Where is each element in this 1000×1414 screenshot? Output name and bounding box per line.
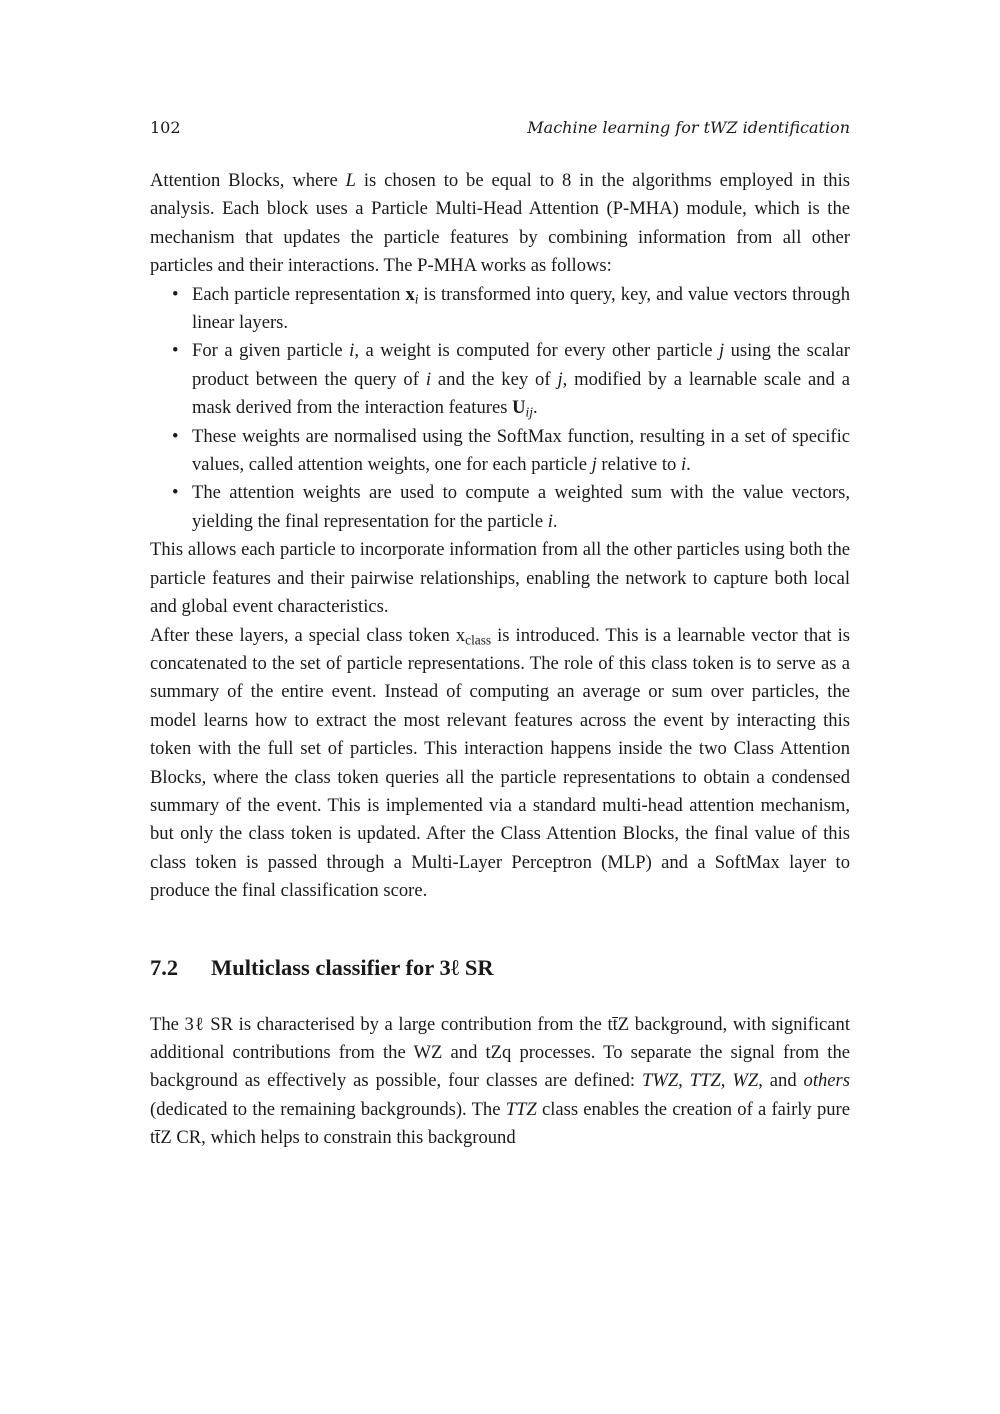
text: , modified by a learnable scale and a mask derived from the interaction features <box>192 368 850 419</box>
math-j: j <box>557 368 563 390</box>
math-j: j <box>591 454 597 476</box>
math-i: i <box>547 510 553 532</box>
text: , and <box>758 1070 804 1092</box>
class-name: others <box>803 1070 851 1092</box>
math-i: i <box>425 368 431 390</box>
math-U: U <box>512 397 526 419</box>
page-header <box>150 118 850 140</box>
text: Each particle representation <box>192 283 406 305</box>
text: using the scalar product between the query of <box>192 340 850 390</box>
math-j: j <box>718 340 725 362</box>
math-sub-i: i <box>414 290 419 306</box>
list-item <box>150 423 850 480</box>
text: . <box>552 510 558 532</box>
page-body <box>150 167 850 1153</box>
math-L: L <box>345 170 356 191</box>
text: . <box>532 397 538 419</box>
text: (dedicated to the remaining backgrounds). The <box>150 1098 506 1120</box>
text: , <box>678 1070 690 1092</box>
text: is transformed into query, key, and value vectors through linear layers. <box>192 283 850 334</box>
text: Attention Blocks, where <box>150 170 346 191</box>
math-sub-ij: ij <box>525 404 533 420</box>
class-name: TTZ <box>505 1098 537 1120</box>
class-name: TTZ <box>689 1070 721 1092</box>
paragraph-intro <box>150 167 850 281</box>
paragraph-particles: This allows each particle to incorporate information from all the other particles using both the particle features and their pairwise relationships, enabling the network to capture both local and global event characteristics. <box>150 539 850 618</box>
math-x: x <box>405 283 415 305</box>
math-i: i <box>349 340 355 362</box>
pmha-steps-list <box>150 281 850 537</box>
paragraph-class-token <box>150 622 850 906</box>
section-title: Multiclass classifier for 3ℓ SR <box>211 954 494 980</box>
list-item <box>150 479 850 536</box>
section-number: 7.2 <box>150 954 179 980</box>
text: The attention weights are used to compute a weighted sum with the value vectors, yielding the final representation for the particle <box>192 482 850 532</box>
list-item <box>150 337 850 422</box>
text: The 3ℓ SR is characterised by a large contribution from the tt̄Z background, with significant additional contributions from the WZ and tZq processes. To separate the signal from the background as effectively as possible, four classes are defined: <box>150 1013 850 1092</box>
paragraph-3l-sr <box>150 1011 850 1153</box>
text: is introduced. This is a learnable vector that is concatenated to the set of particle representations. The role of this class token is to serve as a summary of the entire event. Instead of computing an average or sum over particles, the model learns how to extract the most relevant features across the event by interacting this token with the full set of particles. This interaction happens inside the two Class Attention Blocks, where the class token queries all the particle representations to obtain a condensed summary of the event. This is implemented via a standard multi-head attention mechanism, but only the class token is updated. After the Class Attention Blocks, the final value of this class token is passed through a Multi-Layer Perceptron (MLP) and a SoftMax layer to produce the final classification score. <box>150 624 850 902</box>
text: These weights are normalised using the SoftMax function, resulting in a set of specific values, called attention weights, one for each particle <box>192 425 850 476</box>
running-title: Machine learning for tWZ identification <box>527 118 850 137</box>
math-i: i <box>680 454 687 476</box>
page-number: 102 <box>150 118 181 137</box>
text: For a given particle <box>192 340 350 362</box>
text: class enables the creation of a fairly pure tt̄Z CR, which helps to constrain this background <box>150 1098 850 1149</box>
text: After these layers, a special class token x <box>150 624 466 646</box>
section-heading <box>150 953 850 983</box>
text: , a weight is computed for every other particle <box>354 340 719 362</box>
text: is chosen to be equal to 8 in the algorithms employed in this analysis. Each block uses a Particle Multi-Head Attention (P-MHA) module, which is the mechanism that updates the particle features by combining information from all other particles and their interactions. The P-MHA works as follows: <box>150 170 850 277</box>
text: . <box>686 454 691 476</box>
list-item <box>150 281 850 338</box>
text: , <box>720 1070 733 1092</box>
class-name: TWZ <box>642 1070 679 1092</box>
text: and the key of <box>431 368 558 390</box>
text: relative to <box>596 454 681 476</box>
class-name: WZ <box>732 1070 759 1092</box>
math-sub-class: class <box>465 631 492 647</box>
